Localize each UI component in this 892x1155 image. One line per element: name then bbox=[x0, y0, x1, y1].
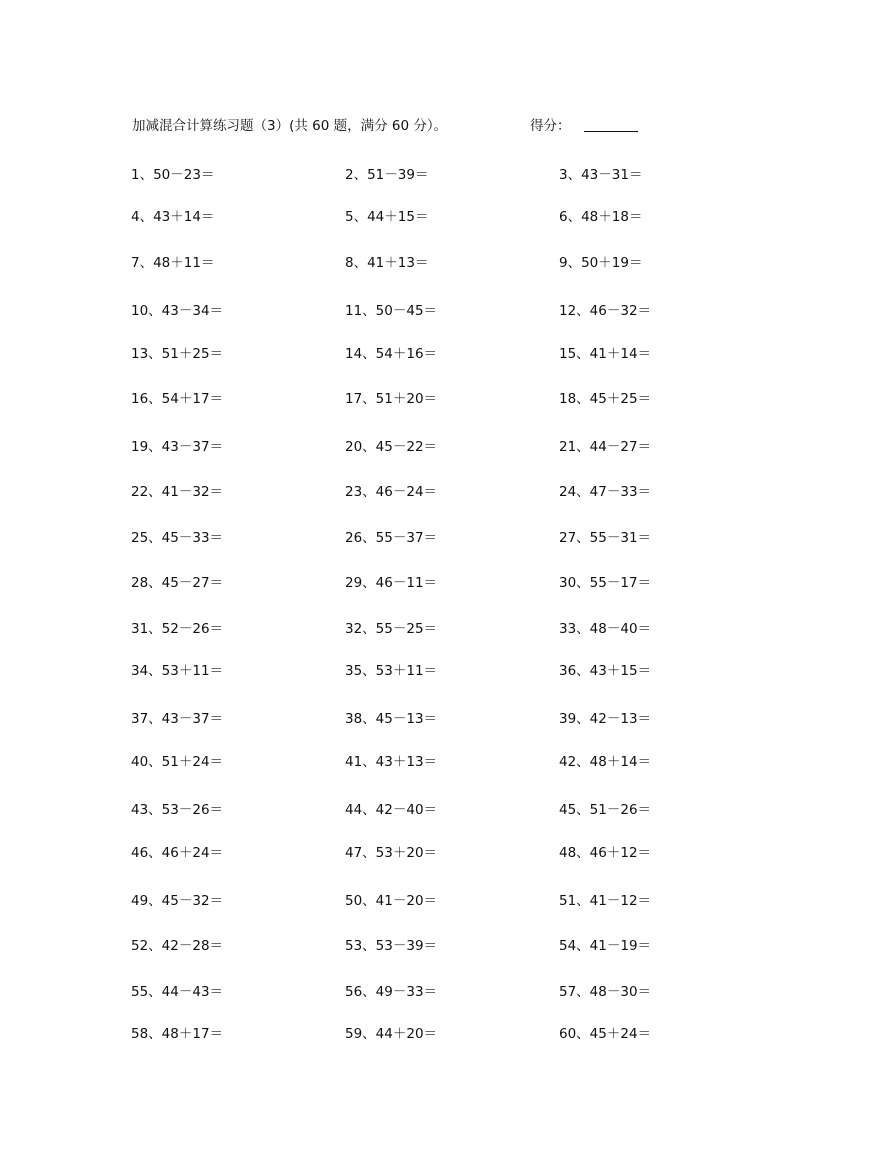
problem-item: 8、41＋13＝ bbox=[345, 255, 429, 271]
problem-item: 5、44＋15＝ bbox=[345, 209, 429, 225]
problem-item: 10、43－34＝ bbox=[131, 303, 224, 319]
problem-item: 16、54＋17＝ bbox=[131, 391, 224, 407]
problem-item: 54、41－19＝ bbox=[559, 938, 652, 954]
problem-item: 21、44－27＝ bbox=[559, 439, 652, 455]
problem-item: 20、45－22＝ bbox=[345, 439, 438, 455]
problem-item: 53、53－39＝ bbox=[345, 938, 438, 954]
problem-item: 25、45－33＝ bbox=[131, 530, 224, 546]
problem-grid bbox=[131, 165, 691, 1055]
problem-item: 32、55－25＝ bbox=[345, 621, 438, 637]
problem-item: 38、45－13＝ bbox=[345, 711, 438, 727]
score-label: 得分： bbox=[530, 118, 571, 134]
problem-item: 6、48＋18＝ bbox=[559, 209, 643, 225]
problem-item: 18、45＋25＝ bbox=[559, 391, 652, 407]
problem-item: 37、43－37＝ bbox=[131, 711, 224, 727]
problem-item: 4、43＋14＝ bbox=[131, 209, 215, 225]
problem-item: 31、52－26＝ bbox=[131, 621, 224, 637]
problem-item: 47、53＋20＝ bbox=[345, 845, 438, 861]
problem-item: 24、47－33＝ bbox=[559, 484, 652, 500]
problem-item: 1、50－23＝ bbox=[131, 167, 215, 183]
problem-item: 34、53＋11＝ bbox=[131, 663, 224, 679]
problem-item: 29、46－11＝ bbox=[345, 575, 438, 591]
problem-item: 2、51－39＝ bbox=[345, 167, 429, 183]
problem-item: 40、51＋24＝ bbox=[131, 754, 224, 770]
problem-item: 57、48－30＝ bbox=[559, 984, 652, 1000]
problem-item: 11、50－45＝ bbox=[345, 303, 438, 319]
problem-item: 50、41－20＝ bbox=[345, 893, 438, 909]
problem-item: 33、48－40＝ bbox=[559, 621, 652, 637]
problem-item: 51、41－12＝ bbox=[559, 893, 652, 909]
problem-item: 23、46－24＝ bbox=[345, 484, 438, 500]
problem-item: 58、48＋17＝ bbox=[131, 1026, 224, 1042]
problem-item: 48、46＋12＝ bbox=[559, 845, 652, 861]
problem-item: 28、45－27＝ bbox=[131, 575, 224, 591]
problem-item: 12、46－32＝ bbox=[559, 303, 652, 319]
score-blank-line bbox=[584, 131, 638, 132]
worksheet-title: 加减混合计算练习题（3）(共 60 题，满分 60 分）。 bbox=[132, 118, 448, 134]
problem-item: 17、51＋20＝ bbox=[345, 391, 438, 407]
problem-item: 22、41－32＝ bbox=[131, 484, 224, 500]
problem-item: 43、53－26＝ bbox=[131, 802, 224, 818]
problem-item: 52、42－28＝ bbox=[131, 938, 224, 954]
problem-item: 39、42－13＝ bbox=[559, 711, 652, 727]
problem-item: 49、45－32＝ bbox=[131, 893, 224, 909]
problem-item: 44、42－40＝ bbox=[345, 802, 438, 818]
problem-item: 36、43＋15＝ bbox=[559, 663, 652, 679]
problem-item: 3、43－31＝ bbox=[559, 167, 643, 183]
problem-item: 14、54＋16＝ bbox=[345, 346, 438, 362]
problem-item: 55、44－43＝ bbox=[131, 984, 224, 1000]
problem-item: 46、46＋24＝ bbox=[131, 845, 224, 861]
worksheet-header bbox=[132, 116, 692, 136]
problem-item: 13、51＋25＝ bbox=[131, 346, 224, 362]
problem-item: 15、41＋14＝ bbox=[559, 346, 652, 362]
problem-item: 45、51－26＝ bbox=[559, 802, 652, 818]
problem-item: 26、55－37＝ bbox=[345, 530, 438, 546]
problem-item: 42、48＋14＝ bbox=[559, 754, 652, 770]
problem-item: 60、45＋24＝ bbox=[559, 1026, 652, 1042]
problem-item: 9、50＋19＝ bbox=[559, 255, 643, 271]
problem-item: 30、55－17＝ bbox=[559, 575, 652, 591]
problem-item: 59、44＋20＝ bbox=[345, 1026, 438, 1042]
problem-item: 7、48＋11＝ bbox=[131, 255, 215, 271]
problem-item: 56、49－33＝ bbox=[345, 984, 438, 1000]
problem-item: 41、43＋13＝ bbox=[345, 754, 438, 770]
problem-item: 19、43－37＝ bbox=[131, 439, 224, 455]
problem-item: 35、53＋11＝ bbox=[345, 663, 438, 679]
problem-item: 27、55－31＝ bbox=[559, 530, 652, 546]
